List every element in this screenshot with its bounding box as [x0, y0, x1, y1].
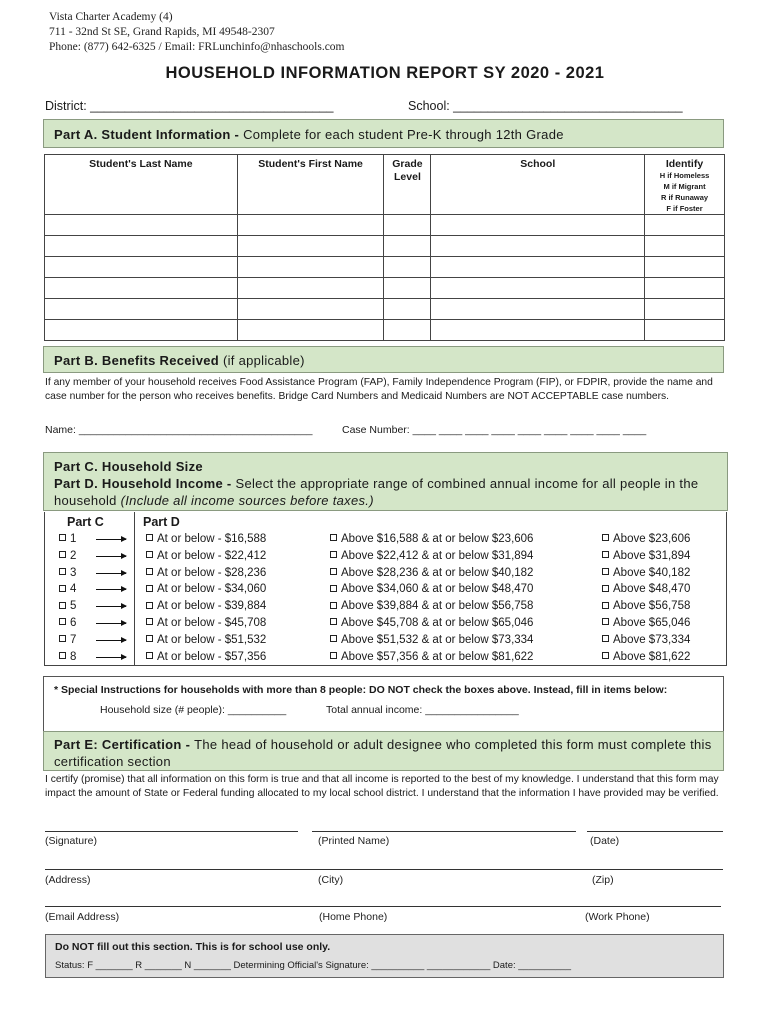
part-c-heading: Part C. Household Size	[54, 459, 203, 474]
household-size-option[interactable]: 8	[59, 649, 76, 666]
part-c-column-label: Part C	[67, 515, 104, 529]
income-mid-option[interactable]: Above $28,236 & at or below $40,182	[330, 565, 533, 582]
checkbox-icon[interactable]	[59, 602, 66, 609]
checkbox-icon[interactable]	[602, 585, 609, 592]
part-a-subheading: Complete for each student Pre-K through 12th Grade	[243, 127, 564, 142]
checkbox-icon[interactable]	[330, 585, 337, 592]
income-row	[45, 615, 728, 632]
income-low-option[interactable]: At or below - $28,236	[146, 565, 266, 582]
table-row[interactable]	[45, 215, 725, 236]
income-low-option[interactable]: At or below - $39,884	[146, 598, 266, 615]
checkbox-icon[interactable]	[602, 602, 609, 609]
checkbox-icon[interactable]	[330, 568, 337, 575]
income-high-option[interactable]: Above $65,046	[602, 615, 690, 632]
school-field[interactable]: School: _________________________________	[408, 99, 683, 113]
household-size-option[interactable]: 1	[59, 531, 76, 548]
checkbox-icon[interactable]	[602, 534, 609, 541]
checkbox-icon[interactable]	[602, 618, 609, 625]
identify-homeless: H if Homeless	[659, 171, 710, 180]
school-use-status-line: Status: F _______ R _______ N _______ Determining Official's Signature: __________ ____________ Date: __________	[55, 960, 572, 971]
part-a-header	[43, 119, 724, 148]
arrow-right-icon	[96, 539, 126, 540]
income-high-option[interactable]: Above $31,894	[602, 548, 690, 565]
income-low-option[interactable]: At or below - $57,356	[146, 649, 266, 666]
table-row[interactable]	[45, 320, 725, 341]
district-field[interactable]: District: ___________________________________	[45, 99, 334, 113]
school-contact: Phone: (877) 642-6325 / Email: FRLunchinfo@nhaschools.com	[49, 41, 345, 53]
date-label: (Date)	[590, 835, 620, 847]
identify-label: Identify	[665, 158, 704, 170]
income-table	[44, 512, 727, 666]
special-instructions-text: * Special Instructions for households with more than 8 people: DO NOT check the boxes above. Instead, fill in items below:	[54, 684, 668, 696]
checkbox-icon[interactable]	[59, 551, 66, 558]
checkbox-icon[interactable]	[330, 635, 337, 642]
income-row	[45, 531, 728, 548]
checkbox-icon[interactable]	[330, 534, 337, 541]
part-b-subheading: (if applicable)	[222, 353, 305, 368]
income-row	[45, 548, 728, 565]
table-row[interactable]	[45, 278, 725, 299]
student-table-header	[45, 155, 725, 215]
income-high-option[interactable]: Above $23,606	[602, 531, 690, 548]
checkbox-icon[interactable]	[146, 585, 153, 592]
arrow-right-icon	[96, 657, 126, 658]
part-cd-header	[43, 452, 728, 511]
income-row	[45, 649, 728, 666]
printed-name-line[interactable]	[312, 831, 576, 832]
part-b-header	[43, 346, 724, 373]
student-table	[44, 154, 725, 341]
part-a-heading: Part A. Student Information -	[54, 127, 244, 142]
household-size-option[interactable]: 6	[59, 615, 76, 632]
benefits-case-number-field[interactable]: Case Number: ____ ____ ____ ____ ____ ____ ____ ____ ____	[342, 424, 647, 436]
income-row	[45, 581, 728, 598]
income-low-option[interactable]: At or below - $16,588	[146, 531, 266, 548]
income-mid-option[interactable]: Above $34,060 & at or below $48,470	[330, 581, 533, 598]
printed-name-label: (Printed Name)	[318, 835, 390, 847]
part-d-heading: Part D. Household Income -	[54, 476, 236, 491]
arrow-right-icon	[96, 556, 126, 557]
arrow-right-icon	[96, 606, 126, 607]
arrow-right-icon	[96, 589, 126, 590]
col-school: School	[431, 155, 645, 215]
income-low-option[interactable]: At or below - $45,708	[146, 615, 266, 632]
income-low-option[interactable]: At or below - $22,412	[146, 548, 266, 565]
checkbox-icon[interactable]	[146, 568, 153, 575]
zip-label: (Zip)	[592, 874, 614, 886]
income-low-option[interactable]: At or below - $34,060	[146, 581, 266, 598]
checkbox-icon[interactable]	[602, 551, 609, 558]
part-e-subheading: The head of household or adult designee who completed this form must complete this certification section	[54, 737, 712, 769]
part-b-instructions: If any member of your household receives Food Assistance Program (FAP), Family Independence Program (FIP), or FDPIR, provide the name and case number for the person who receives benefits. Bridge Card Numbers and Medicaid Numbers are NOT ACCEPTABLE case numbers.	[45, 377, 713, 402]
school-use-box	[45, 934, 724, 978]
checkbox-icon[interactable]	[602, 635, 609, 642]
checkbox-icon[interactable]	[59, 652, 66, 659]
work-phone-label: (Work Phone)	[585, 911, 650, 923]
school-address: 711 - 32nd St SE, Grand Rapids, MI 49548-2307	[49, 26, 275, 38]
checkbox-icon[interactable]	[602, 652, 609, 659]
identify-foster: F if Foster	[666, 204, 703, 213]
page-title: HOUSEHOLD INFORMATION REPORT SY 2020 - 2021	[165, 64, 605, 82]
household-size-option[interactable]: 3	[59, 565, 76, 582]
table-row[interactable]	[45, 257, 725, 278]
income-mid-option[interactable]: Above $57,356 & at or below $81,622	[330, 649, 533, 666]
income-row	[45, 598, 728, 615]
home-phone-label: (Home Phone)	[319, 911, 388, 923]
checkbox-icon[interactable]	[146, 551, 153, 558]
col-grade-level: Grade Level	[384, 155, 431, 215]
signature-line[interactable]	[45, 831, 298, 832]
checkbox-icon[interactable]	[146, 534, 153, 541]
income-mid-option[interactable]: Above $16,588 & at or below $23,606	[330, 531, 533, 548]
col-last-name: Student's Last Name	[45, 155, 238, 215]
arrow-right-icon	[96, 573, 126, 574]
part-d-note: (Include all income sources before taxes.)	[120, 493, 374, 508]
checkbox-icon[interactable]	[330, 652, 337, 659]
identify-migrant: M if Migrant	[663, 182, 706, 191]
checkbox-icon[interactable]	[602, 568, 609, 575]
certification-text: I certify (promise) that all information on this form is true and that all income is reported to the best of my knowledge. I understand that this form may impact the amount of State or Federal funding allocated to my local school district. I understand that the information I have provided may be verified.	[45, 774, 719, 799]
checkbox-icon[interactable]	[59, 534, 66, 541]
school-use-heading: Do NOT fill out this section. This is for school use only.	[55, 941, 331, 953]
checkbox-icon[interactable]	[59, 635, 66, 642]
checkbox-icon[interactable]	[330, 618, 337, 625]
checkbox-icon[interactable]	[146, 635, 153, 642]
income-row	[45, 632, 728, 649]
household-size-option[interactable]: 2	[59, 548, 76, 565]
part-e-header	[43, 731, 724, 771]
income-high-option[interactable]: Above $73,334	[602, 632, 690, 649]
checkbox-icon[interactable]	[146, 652, 153, 659]
checkbox-icon[interactable]	[59, 618, 66, 625]
identify-runaway: R if Runaway	[660, 193, 709, 202]
city-label: (City)	[318, 874, 344, 886]
income-high-option[interactable]: Above $56,758	[602, 598, 690, 615]
income-mid-option[interactable]: Above $45,708 & at or below $65,046	[330, 615, 533, 632]
income-low-option[interactable]: At or below - $51,532	[146, 632, 266, 649]
checkbox-icon[interactable]	[59, 568, 66, 575]
col-first-name: Student's First Name	[237, 155, 384, 215]
income-mid-option[interactable]: Above $39,884 & at or below $56,758	[330, 598, 533, 615]
household-size-field[interactable]: Household size (# people): __________	[100, 704, 287, 716]
address-label: (Address)	[45, 874, 91, 886]
income-row	[45, 565, 728, 582]
part-d-subheading: Select the appropriate range of combined annual income for all people in the household	[54, 476, 699, 508]
household-size-option[interactable]: 7	[59, 632, 76, 649]
income-mid-option[interactable]: Above $51,532 & at or below $73,334	[330, 632, 533, 649]
email-phone-line[interactable]	[45, 906, 721, 907]
household-size-option[interactable]: 5	[59, 598, 76, 615]
arrow-right-icon	[96, 623, 126, 624]
income-high-option[interactable]: Above $40,182	[602, 565, 690, 582]
address-line[interactable]	[45, 869, 723, 870]
income-high-option[interactable]: Above $81,622	[602, 649, 690, 666]
income-mid-option[interactable]: Above $22,412 & at or below $31,894	[330, 548, 533, 565]
part-e-heading: Part E: Certification -	[54, 737, 195, 752]
signature-label: (Signature)	[45, 835, 97, 847]
total-income-field[interactable]: Total annual income: ________________	[326, 704, 519, 716]
checkbox-icon[interactable]	[146, 618, 153, 625]
table-row[interactable]	[45, 236, 725, 257]
benefits-name-field[interactable]: Name: ________________________________________	[45, 424, 313, 436]
household-size-option[interactable]: 4	[59, 581, 76, 598]
part-d-column-label: Part D	[143, 515, 180, 529]
arrow-right-icon	[96, 640, 126, 641]
checkbox-icon[interactable]	[146, 602, 153, 609]
checkbox-icon[interactable]	[59, 585, 66, 592]
date-line[interactable]	[587, 831, 723, 832]
checkbox-icon[interactable]	[330, 602, 337, 609]
col-identify	[645, 155, 725, 215]
income-high-option[interactable]: Above $48,470	[602, 581, 690, 598]
part-b-heading: Part B. Benefits Received	[54, 353, 220, 368]
checkbox-icon[interactable]	[330, 551, 337, 558]
email-label: (Email Address)	[45, 911, 120, 923]
school-name: Vista Charter Academy (4)	[49, 11, 173, 23]
table-row[interactable]	[45, 299, 725, 320]
